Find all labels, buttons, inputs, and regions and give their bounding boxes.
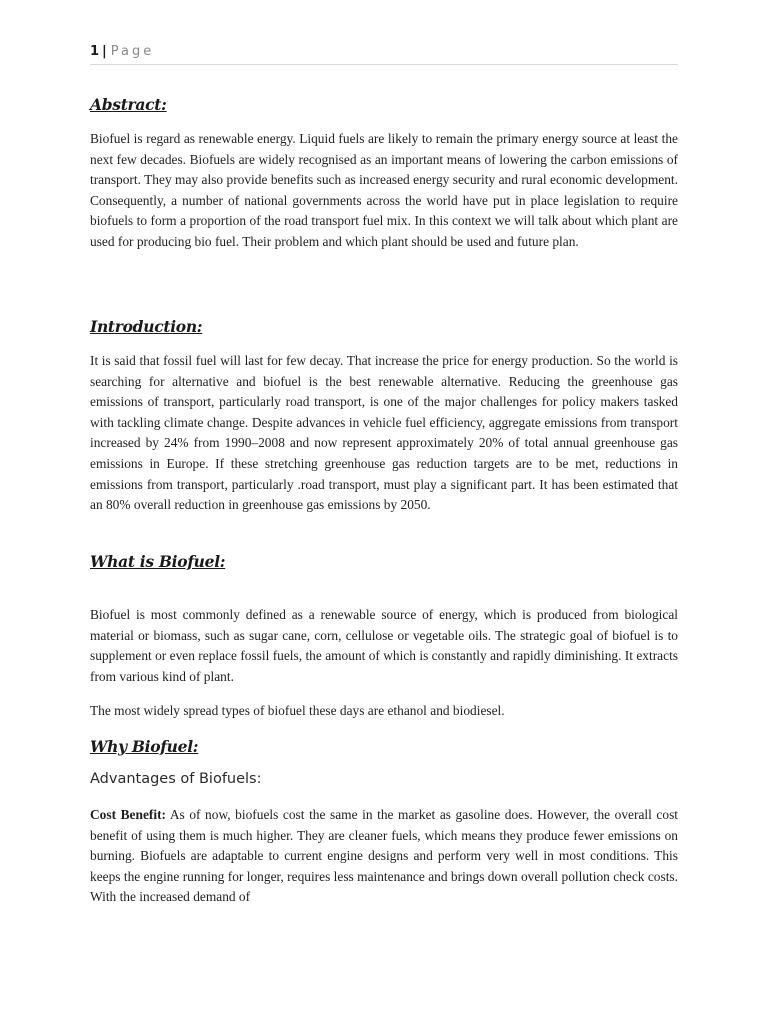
why-biofuel-heading: Why Biofuel: xyxy=(90,737,199,756)
cost-benefit-text: As of now, biofuels cost the same in the market as gasoline does. However, the overall cost benefit of using them is much higher. They are cleaner fuels, which means they produce fewer emissions on burning. Biofuels are adaptable to current engine designs and perform very well in most conditions. This keeps the engine running for longer, requires less maintenance and brings down overall pollution check costs. With the increased demand of xyxy=(90,807,679,905)
introduction-body xyxy=(90,351,678,516)
biofuel-types-body xyxy=(90,701,678,722)
page-number: 1 xyxy=(90,44,100,59)
abstract-heading: Abstract: xyxy=(90,95,167,114)
cost-benefit-paragraph xyxy=(90,805,678,908)
header-separator: | xyxy=(102,44,107,59)
introduction-section xyxy=(90,317,678,336)
what-is-biofuel-heading: What is Biofuel: xyxy=(90,552,226,571)
advantages-subheading: Advantages of Biofuels: xyxy=(90,771,262,787)
what-is-biofuel-section xyxy=(90,552,678,571)
introduction-heading: Introduction: xyxy=(90,317,203,336)
what-is-biofuel-body xyxy=(90,605,678,687)
abstract-body xyxy=(90,129,678,253)
page-label: Page xyxy=(110,44,155,59)
introduction-paragraph: It is said that fossil fuel will last for few decay. That increase the price for energy production. So the world is searching for alternative and biofuel is the best renewable alternative. Reducing the greenhouse gas emissions of transport, particularly road transport, is one of the major challenges for policy makers tasked with tackling climate change. Despite advances in vehicle fuel efficiency, aggregate emissions from transport increased by 24% from 1990–2008 and now represent approximately 20% of total annual greenhouse gas emissions in Europe. If these stretching greenhouse gas reduction targets are to be met, reductions in emissions from transport, particularly .road transport, must play a significant part. It has been estimated that an 80% overall reduction in greenhouse gas emissions by 2050. xyxy=(90,353,678,513)
page-header xyxy=(90,44,678,65)
abstract-section xyxy=(90,95,678,114)
advantages-subheading-block xyxy=(90,771,678,787)
abstract-paragraph: Biofuel is regard as renewable energy. Liquid fuels are likely to remain the primary energy source at least the next few decades. Biofuels are widely recognised as an important means of lowering the carbon emissions of transport. They may also provide benefits such as increased energy security and rural economic development. Consequently, a number of national governments across the world have put in place legislation to require biofuels to form a proportion of the road transport fuel mix. In this context we will talk about which plant are used for producing bio fuel. Their problem and which plant should be used and future plan. xyxy=(90,131,678,249)
cost-benefit-label: Cost Benefit: xyxy=(90,807,166,822)
biofuel-types-paragraph: The most widely spread types of biofuel these days are ethanol and biodiesel. xyxy=(90,703,505,718)
what-is-biofuel-paragraph: Biofuel is most commonly defined as a renewable source of energy, which is produced from biological material or biomass, such as sugar cane, corn, cellulose or vegetable oils. The strategic goal of biofuel is to supplement or even replace fossil fuels, the amount of which is constantly and rapidly diminishing. It extracts from various kind of plant. xyxy=(90,607,678,684)
why-biofuel-section xyxy=(90,737,678,756)
cost-benefit-body xyxy=(90,805,678,908)
